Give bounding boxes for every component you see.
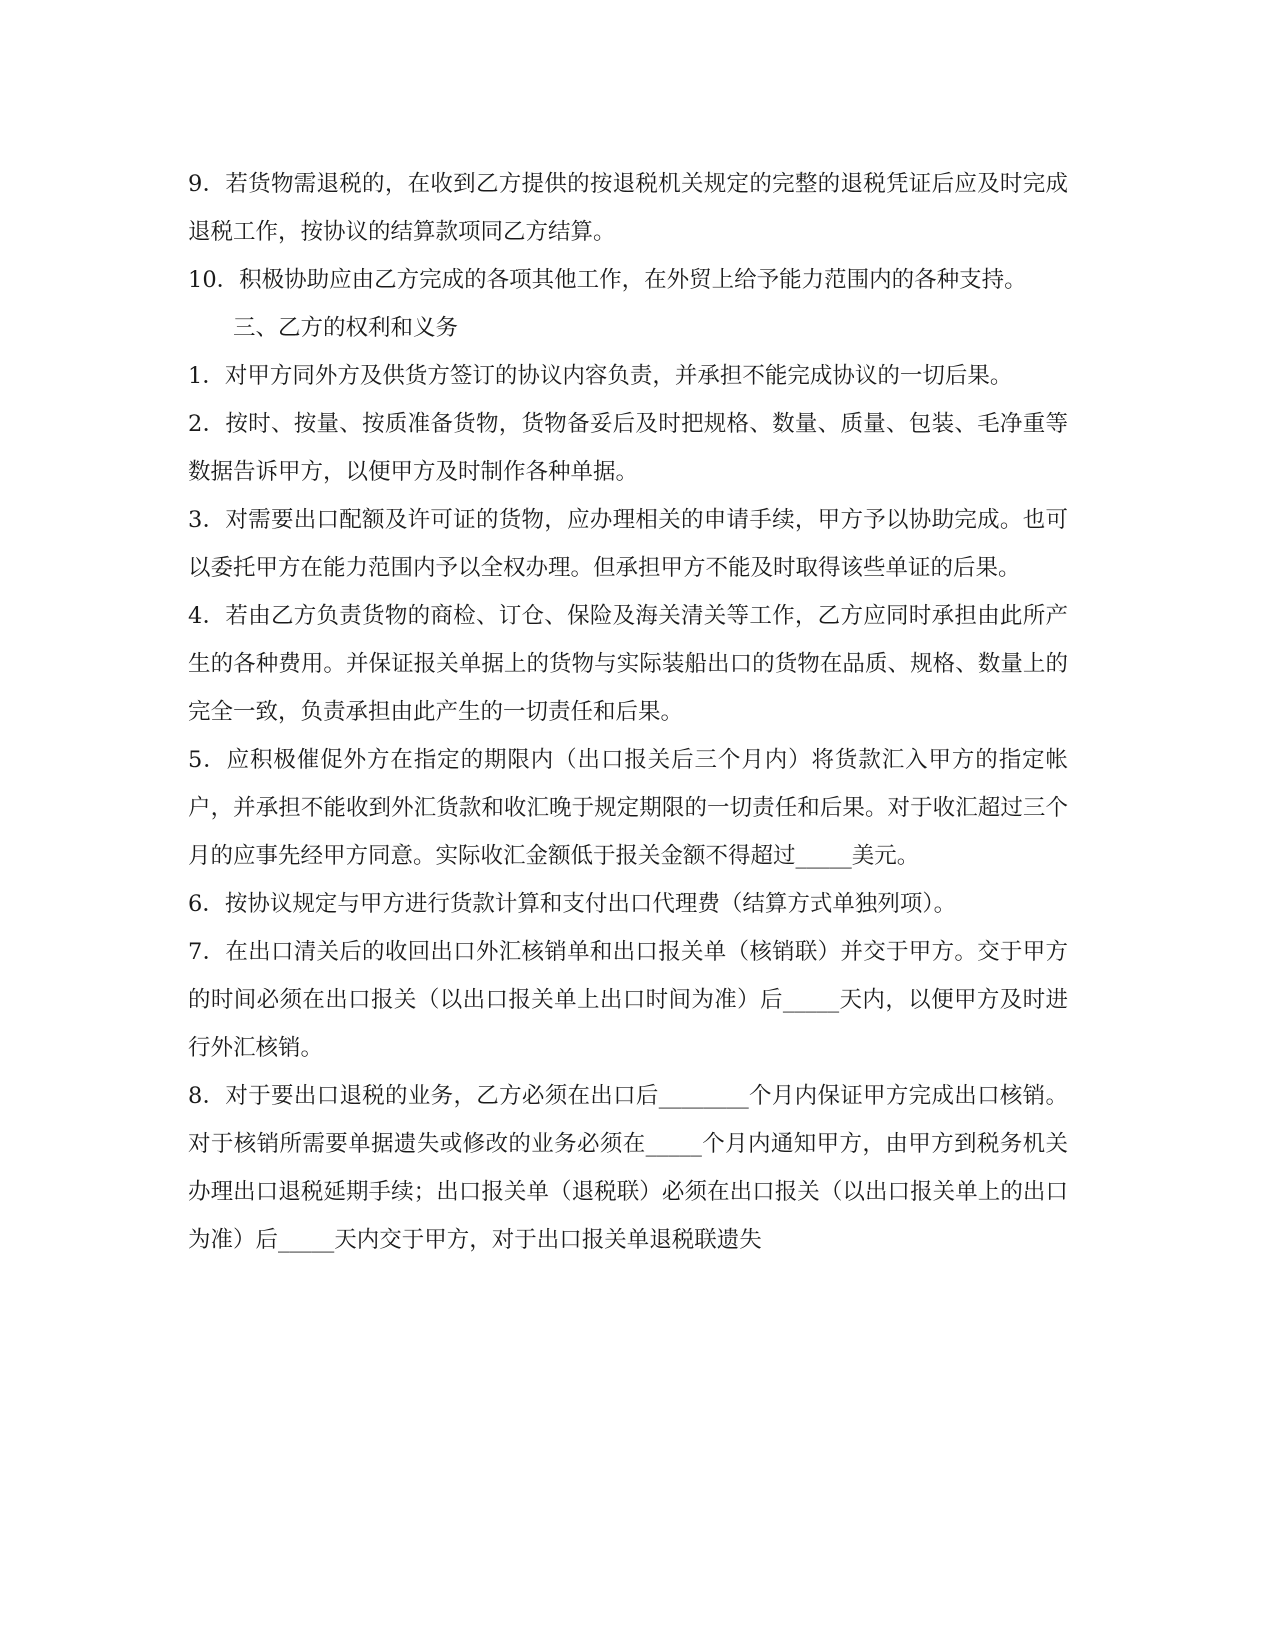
party-b-clause-8: 8．对于要出口退税的业务，乙方必须在出口后________个月内保证甲方完成出口核销。对于核销所需要单据遗失或修改的业务必须在_____个月内通知甲方，由甲方到税务机关办理出口退税延期手续；出口报关单（退税联）必须在出口报关（以出口报关单上的出口为准）后_____天内交于甲方，对于出口报关单退税联遗失 <box>188 1083 1068 1253</box>
section-heading: 三、乙方的权利和义务 <box>233 315 459 341</box>
party-b-clause-4: 4．若由乙方负责货物的商检、订仓、保险及海关清关等工作，乙方应同时承担由此所产生的各种费用。并保证报关单据上的货物与实际装船出口的货物在品质、规格、数量上的完全一致，负责承担由此产生的一切责任和后果。 <box>188 603 1068 725</box>
document-body <box>188 160 1068 1264</box>
party-b-clause-2: 2．按时、按量、按质准备货物，货物备妥后及时把规格、数量、质量、包装、毛净重等数据告诉甲方，以便甲方及时制作各种单据。 <box>188 411 1068 485</box>
party-b-clause-7: 7．在出口清关后的收回出口外汇核销单和出口报关单（核销联）并交于甲方。交于甲方的时间必须在出口报关（以出口报关单上出口时间为准）后_____天内，以便甲方及时进行外汇核销。 <box>188 939 1068 1061</box>
party-b-clause-1: 1．对甲方同外方及供货方签订的协议内容负责，并承担不能完成协议的一切后果。 <box>188 363 1013 389</box>
party-b-clause-6: 6．按协议规定与甲方进行货款计算和支付出口代理费（结算方式单独列项）。 <box>188 891 957 917</box>
clause-10: 10．积极协助应由乙方完成的各项其他工作，在外贸上给予能力范围内的各种支持。 <box>188 267 1027 293</box>
clause-9: 9．若货物需退税的，在收到乙方提供的按退税机关规定的完整的退税凭证后应及时完成退税工作，按协议的结算款项同乙方结算。 <box>188 171 1068 245</box>
party-b-clause-5: 5．应积极催促外方在指定的期限内（出口报关后三个月内）将货款汇入甲方的指定帐户，并承担不能收到外汇货款和收汇晚于规定期限的一切责任和后果。对于收汇超过三个月的应事先经甲方同意。实际收汇金额低于报关金额不得超过_____美元。 <box>188 747 1068 869</box>
party-b-clause-3: 3．对需要出口配额及许可证的货物，应办理相关的申请手续，甲方予以协助完成。也可以委托甲方在能力范围内予以全权办理。但承担甲方不能及时取得该些单证的后果。 <box>188 507 1068 581</box>
